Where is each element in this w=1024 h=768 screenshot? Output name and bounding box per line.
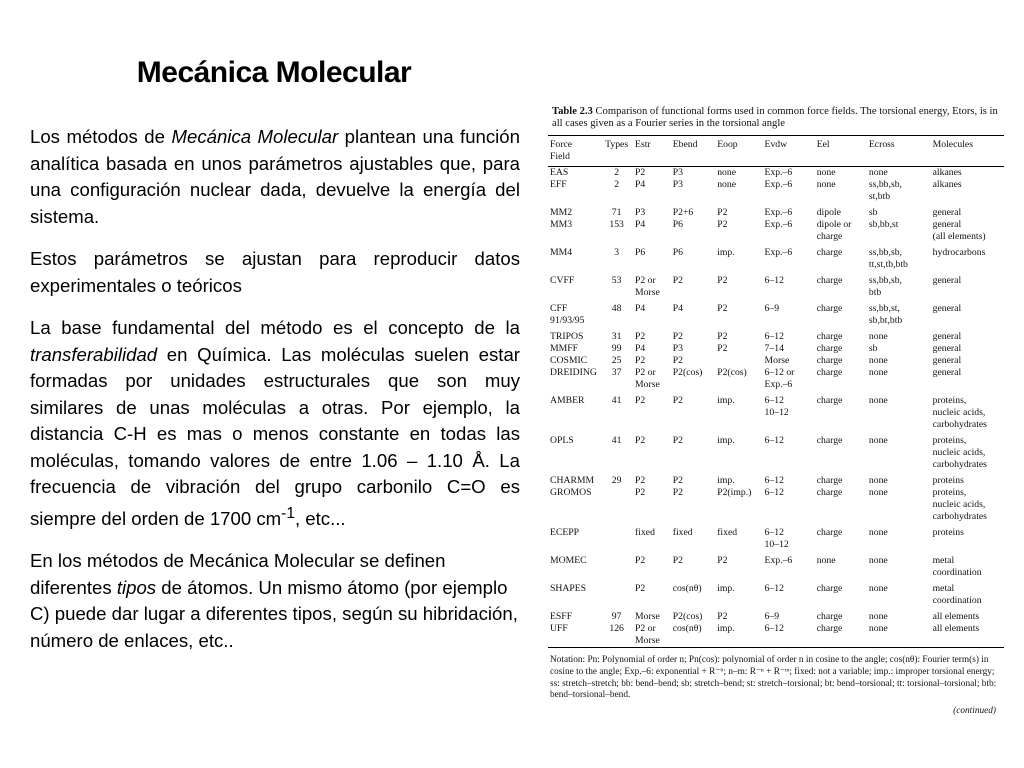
table-cell: P2 — [717, 555, 728, 566]
table-cell: none — [868, 395, 888, 406]
table-header-cell: Eoop — [717, 139, 738, 150]
table-cell: P2 — [672, 355, 683, 366]
table-cell: P2 — [717, 275, 728, 286]
table-cell: SHAPES — [550, 583, 587, 594]
table-cell: 2 — [614, 179, 620, 190]
table-cell: charge — [816, 355, 843, 366]
table-row — [548, 367, 1004, 391]
table-cell: P3 — [672, 167, 683, 178]
table-cell: P3 — [672, 343, 683, 354]
table-row — [548, 555, 1004, 579]
table-cell: ss,bb,sb, tt,st,tb,btb — [868, 247, 908, 270]
table-cell: charge — [816, 435, 843, 446]
table-cell: OPLS — [550, 435, 574, 446]
table-cell: P2 or Morse — [635, 623, 660, 646]
table-cell: Exp.–6 — [764, 179, 793, 190]
table-cell: 3 — [614, 247, 620, 258]
table-cell: general — [932, 207, 962, 218]
table-cell: none — [717, 167, 737, 178]
table-cell — [598, 527, 633, 551]
table-cell: imp. — [717, 475, 735, 486]
table-cell: ESFF — [550, 611, 573, 622]
table-cell: none — [868, 475, 888, 486]
table-cell: charge — [816, 583, 843, 594]
table-cell: metal coordination — [932, 583, 982, 606]
table-cell: fixed — [717, 527, 738, 538]
table-cell: 99 — [611, 343, 622, 354]
table-row — [548, 355, 1004, 367]
slide-body-text — [30, 124, 520, 670]
table-cell: imp. — [717, 395, 735, 406]
table-cell: P2 — [635, 475, 646, 486]
table-cell: P2 or Morse — [635, 275, 660, 298]
table-cell — [715, 355, 762, 367]
table-cell: dipole — [816, 207, 841, 218]
table-header-row — [548, 136, 1004, 166]
table-cell: 6–12 10–12 — [764, 527, 789, 550]
table-cell: P2 — [635, 395, 646, 406]
table-cell: hydrocarbons — [932, 247, 986, 258]
table-cell: CHARMM — [550, 475, 595, 486]
table-continued: (continued) — [953, 706, 996, 717]
table-cell: EFF — [550, 179, 567, 190]
table-cell: P2 — [635, 555, 646, 566]
table-row — [548, 395, 1004, 431]
table-cell: charge — [816, 367, 843, 378]
table-cell: 7–14 — [764, 343, 784, 354]
table-cell: none — [868, 623, 888, 634]
table-cell: fixed — [635, 527, 655, 538]
table-cell: P2 — [672, 275, 683, 286]
table-cell: P2 — [672, 331, 683, 342]
table-cell: charge — [816, 623, 843, 634]
table-cell: charge — [816, 343, 843, 354]
table-cell: imp. — [717, 247, 735, 258]
table-cell: charge — [816, 275, 843, 286]
table-cell — [598, 487, 633, 523]
table-cell: charge — [816, 303, 843, 314]
table-cell: cos(nθ) — [672, 623, 702, 634]
table-cell: 41 — [611, 435, 622, 446]
table-cell: 41 — [611, 395, 622, 406]
table-cell — [598, 555, 633, 579]
table-cell: 6–12 — [764, 435, 784, 446]
table-cell: P2(cos) — [717, 367, 747, 378]
table-row — [548, 331, 1004, 343]
table-cell: P4 — [672, 303, 683, 314]
table-cell: ECEPP — [550, 527, 580, 538]
table-cell: general — [932, 303, 962, 314]
table-cell: P2 — [635, 583, 646, 594]
table-cell: none — [868, 611, 888, 622]
table-cell: P2 — [717, 343, 728, 354]
table-cell: UFF — [550, 623, 568, 634]
table-cell: P3 — [672, 179, 683, 190]
table-cell: Exp.–6 — [764, 555, 793, 566]
table-cell: MOMEC — [550, 555, 587, 566]
table-cell: metal coordination — [932, 555, 982, 578]
table-cell: P2(cos) — [672, 611, 703, 622]
table-cell: TRIPOS — [550, 331, 584, 342]
table-row — [548, 207, 1004, 219]
table-body — [548, 167, 1004, 647]
table-cell: CFF 91/93/95 — [550, 303, 585, 326]
table-cell: sb — [868, 207, 878, 218]
table-cell: all elements — [932, 611, 980, 622]
table-cell: Exp.–6 — [764, 167, 793, 178]
table-cell: P6 — [672, 247, 683, 258]
table-cell: proteins, nucleic acids, carbohydrates — [932, 435, 987, 470]
table-cell: none — [868, 527, 888, 538]
table-cell: 25 — [611, 355, 622, 366]
table-cell: 6–12 10–12 — [764, 395, 789, 418]
table-row — [548, 179, 1004, 203]
table-cell: P2 — [635, 435, 646, 446]
table-cell: MMFF — [550, 343, 579, 354]
table-cell: Morse — [635, 611, 660, 622]
table-cell: charge — [816, 611, 843, 622]
table-cell: none — [868, 331, 888, 342]
paragraph-transferability: La base fundamental del método es el concepto de la transferabilidad en Química. Las moléculas suelen estar formadas por unidades estructurales que son muy similares de unas moléculas a otras. Por ejemplo, la distancia C-H es mas o menos constante en todas las moléculas, tomando valores de entre 1.06 – 1.10 Å. La frecuencia de vibración del grupo carbonilo C=O es siempre del orden de 1700 $cm^{-1}$, etc... — [30, 317, 520, 529]
table-cell: none — [717, 179, 737, 190]
table-bottom-rule — [548, 647, 1004, 648]
table-cell: 153 — [609, 219, 624, 230]
table-cell: GROMOS — [550, 487, 592, 498]
table-cell: MM3 — [550, 219, 573, 230]
table-cell: fixed — [672, 527, 693, 538]
table-cell: 6–12 — [764, 275, 784, 286]
table-cell: Morse — [764, 355, 790, 366]
table-cell: dipole or charge — [816, 219, 852, 242]
table-cell: alkanes — [932, 179, 962, 190]
table-cell: P2 — [672, 555, 683, 566]
table-cell: P2 — [717, 611, 728, 622]
table-cell: P2 — [672, 475, 683, 486]
table-cell: proteins — [932, 475, 964, 486]
table-header-cell: Eel — [816, 139, 830, 150]
table-cell: P2 — [672, 435, 683, 446]
table-cell: CVFF — [550, 275, 575, 286]
table-header-cell: Ecross — [868, 139, 895, 150]
table-cell: 6–12 — [764, 487, 784, 498]
table-cell: imp. — [717, 623, 735, 634]
table-cell: ss,bb,sb, btb — [868, 275, 902, 298]
table-cell: 6–9 — [764, 611, 780, 622]
table-cell: general — [932, 367, 962, 378]
table-cell: 126 — [609, 623, 624, 634]
table-cell: charge — [816, 331, 843, 342]
table-row — [548, 303, 1004, 327]
table-header-cell: Molecules — [932, 139, 973, 150]
table-cell: none — [868, 367, 888, 378]
slide-title: Mecánica Molecular — [136, 56, 412, 89]
table-cell: COSMIC — [550, 355, 588, 366]
table-cell: cos(nθ) — [672, 583, 702, 594]
table-cell: P6 — [635, 247, 646, 258]
table-cell: P2 — [635, 487, 646, 498]
table-header-cell: Force Field — [550, 139, 573, 162]
table-cell: P2 — [635, 331, 646, 342]
table-cell: none — [868, 167, 888, 178]
table-cell: 6–12 or Exp.–6 — [764, 367, 795, 390]
table-cell: P2 — [635, 355, 646, 366]
table-cell: 71 — [611, 207, 622, 218]
paragraph-atom-types: En los métodos de Mecánica Molecular se definen diferentes tipos de átomos. Un mismo átomo (por ejemplo C) puede dar lugar a diferentes tipos, según su hibridación, número de enlaces, etc.. — [30, 550, 518, 651]
table-cell: P4 — [635, 343, 646, 354]
table-cell: P3 — [635, 207, 646, 218]
table-row — [548, 435, 1004, 471]
force-field-table — [548, 106, 1004, 717]
table-cell: 48 — [611, 303, 622, 314]
table-cell: proteins — [932, 527, 964, 538]
table-cell: none — [816, 167, 836, 178]
table-cell: sb — [868, 343, 878, 354]
table-row — [548, 343, 1004, 355]
table-cell: 6–12 — [764, 475, 784, 486]
table-row — [548, 487, 1004, 523]
table-cell: none — [816, 555, 836, 566]
table-cell: 29 — [611, 475, 622, 486]
table-cell: P4 — [635, 303, 646, 314]
table-cell: Exp.–6 — [764, 247, 793, 258]
table-cell: charge — [816, 475, 843, 486]
table-notation: Notation: Pn: Polynomial of order n; Pn(cos): polynomial of order n in cosine to the angle; cos(nθ): Fourier term(s) in cosine to the angle; Exp.–6: exponential + R⁻⁶; n–m: R⁻ⁿ + R⁻ᵐ; fixed: not a variable; imp.: improper torsional energy; ss: stretch–stretch; bb: bend–bend; sb: stretch–bend; st: stretch–torsional; bt: bend–torsional; tt: torsional–torsional; btb: bend–torsional–bend. — [550, 655, 997, 701]
table-row — [548, 167, 1004, 179]
table-cell: P2 — [672, 487, 683, 498]
table-row — [548, 583, 1004, 607]
table-cell: 53 — [611, 275, 622, 286]
table-cell: 37 — [611, 367, 622, 378]
table-cell: P2+6 — [672, 207, 694, 218]
table-cell: none — [868, 355, 888, 366]
table-cell — [598, 583, 633, 607]
table-cell: 6–12 — [764, 623, 784, 634]
table-cell: general — [932, 275, 962, 286]
table-row — [548, 611, 1004, 623]
table-cell: charge — [816, 247, 843, 258]
table-cell: 6–12 — [764, 331, 784, 342]
table-cell: none — [868, 435, 888, 446]
table-cell: P2 — [672, 395, 683, 406]
table-cell: charge — [816, 527, 843, 538]
table-cell: general — [932, 331, 962, 342]
table-row — [548, 219, 1004, 243]
table-cell: Exp.–6 — [764, 219, 793, 230]
table-cell: P2 or Morse — [635, 367, 660, 390]
table-cell: none — [816, 179, 836, 190]
table-cell: imp. — [717, 435, 735, 446]
table-cell: ss,bb,sb, st,btb — [868, 179, 902, 202]
table-cell: AMBER — [550, 395, 585, 406]
table-cell: P2 — [717, 219, 728, 230]
table-header-cell: Ebend — [672, 139, 698, 150]
table-cell: MM4 — [550, 247, 573, 258]
table-cell: general — [932, 343, 962, 354]
table-row — [548, 527, 1004, 551]
table-cell: none — [868, 555, 888, 566]
table-row — [548, 247, 1004, 271]
table-cell: P4 — [635, 179, 646, 190]
table-caption: Table 2.3 Comparison of functional forms used in common force fields. The torsional energy, Etors, is in all cases given as a Fourier series in the torsional angle — [552, 106, 998, 129]
table-cell: ss,bb,st, sb,bt,btb — [868, 303, 903, 326]
table-cell: imp. — [717, 583, 735, 594]
table-cell: P2 — [717, 303, 728, 314]
table-cell: MM2 — [550, 207, 573, 218]
table-cell: proteins, nucleic acids, carbohydrates — [932, 487, 987, 522]
table-cell: alkanes — [932, 167, 962, 178]
table-cell: P2(imp.) — [717, 487, 752, 498]
table-header-cell: Types — [605, 139, 629, 150]
table-cell: 31 — [611, 331, 622, 342]
table-cell: 6–12 — [764, 583, 784, 594]
table-cell: none — [868, 583, 888, 594]
table-cell: 97 — [611, 611, 622, 622]
table-row — [548, 475, 1004, 487]
paragraph-parameters: Estos parámetros se ajustan para reproducir datos experimentales o teóricos — [30, 248, 520, 296]
table-cell: P2 — [717, 331, 728, 342]
table-cell: charge — [816, 487, 843, 498]
table-header-cell: Evdw — [764, 139, 788, 150]
table-cell: none — [868, 487, 888, 498]
table-cell: EAS — [550, 167, 569, 178]
table-cell: P2(cos) — [672, 367, 703, 378]
paragraph-definition: Los métodos de Mecánica Molecular plantean una función analítica basada en unos parámetros ajustables que, para una configuración nuclear dada, devuelve la energía del sistema. — [30, 126, 520, 227]
table-cell: proteins, nucleic acids, carbohydrates — [932, 395, 987, 430]
table-cell: DREIDING — [550, 367, 597, 378]
table-header-cell: Estr — [635, 139, 651, 150]
table-cell: 6–9 — [764, 303, 780, 314]
table-row — [548, 275, 1004, 299]
table-cell: P2 — [717, 207, 728, 218]
table-cell: general (all elements) — [932, 219, 986, 242]
table-cell: sb,bb,st — [868, 219, 899, 230]
table-cell: general — [932, 355, 962, 366]
table-cell: all elements — [932, 623, 980, 634]
table-cell: 2 — [614, 167, 620, 178]
table-cell: charge — [816, 395, 843, 406]
table-cell: P4 — [635, 219, 646, 230]
table-row — [548, 623, 1004, 647]
table-cell: P2 — [635, 167, 646, 178]
table-cell: Exp.–6 — [764, 207, 793, 218]
table-cell: P6 — [672, 219, 683, 230]
